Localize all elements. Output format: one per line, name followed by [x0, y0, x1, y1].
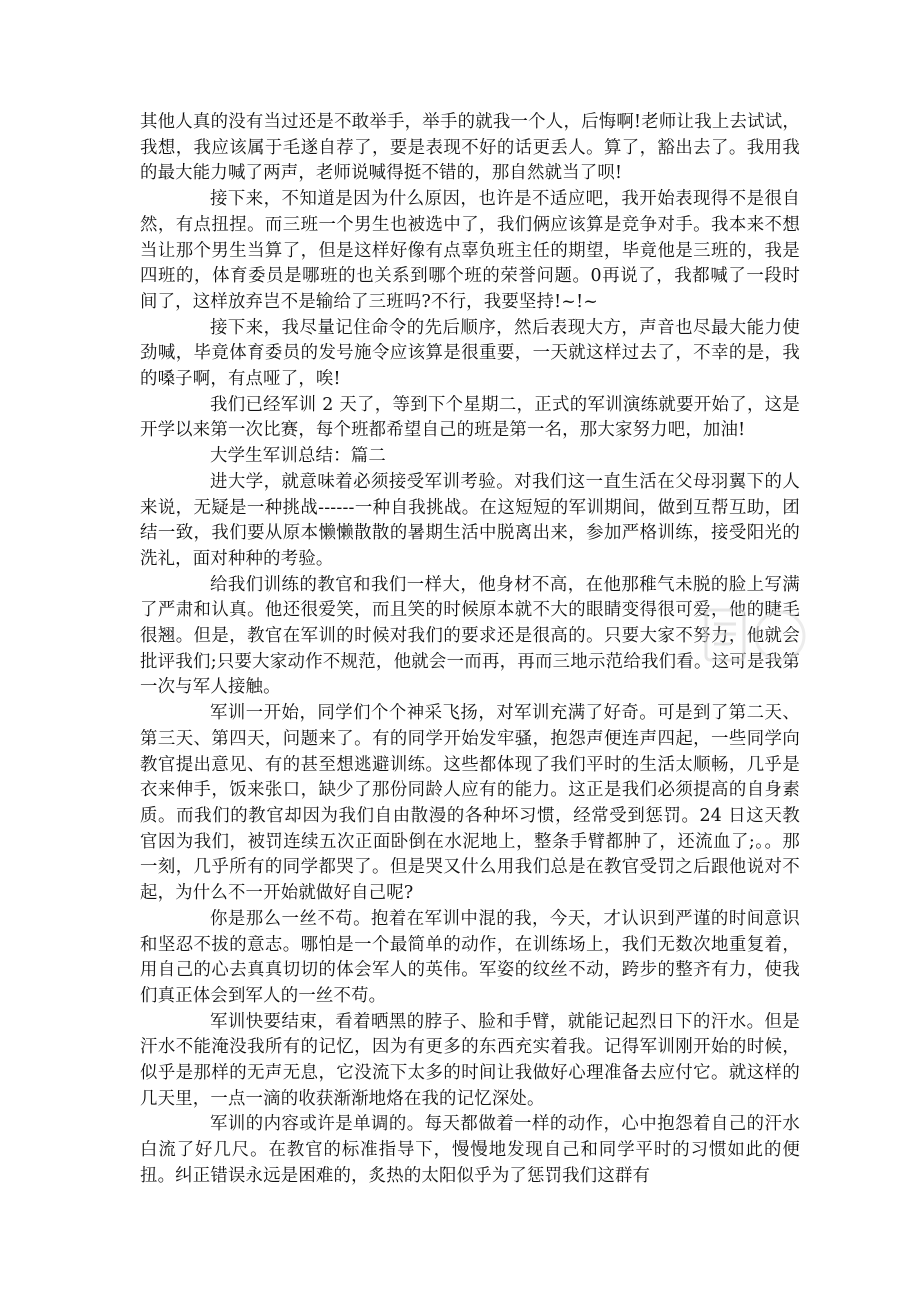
document-body: [140, 110, 800, 1190]
paragraph: 接下来，不知道是因为什么原因，也许是不适应吧，我开始表现得不是很自然，有点扭捏。而三班一个男生也被选中了，我们俩应该算是竞争对手。我本来不想当让那个男生当算了，但是这样好像有点辜负班主任的期望，毕竟他是三班的，我是四班的，体育委员是哪班的也关系到哪个班的荣誉问题。0再说了，我都喊了一段时间了，这样放弃岂不是输给了三班吗?不行，我要坚持!~!~: [140, 189, 800, 312]
paragraph: 军训快要结束，看着晒黑的脖子、脸和手臂，就能记起烈日下的汗水。但是汗水不能淹没我所有的记忆，因为有更多的东西充实着我。记得军训刚开始的时候，似乎是那样的无声无息，它没流下太多的时间让我做好心理准备去应付它。就这样的几天里，一点一滴的收获渐渐地烙在我的记忆深处。: [140, 1011, 800, 1109]
paragraph: 进大学，就意味着必须接受军训考验。对我们这一直生活在父母羽翼下的人来说，无疑是一种挑战------一种自我挑战。在这短短的军训期间，做到互帮互助，团结一致，我们要从原本懒懒散散的暑期生活中脱离出来，参加严格训练，接受阳光的洗礼，面对种种的考验。: [140, 471, 800, 569]
paragraph: 给我们训练的教官和我们一样大，他身材不高，在他那稚气未脱的脸上写满了严肃和认真。他还很爱笑，而且笑的时候原本就不大的眼睛变得很可爱，他的睫毛很翘。但是，教官在军训的时候对我们的要求还是很高的。只要大家不努力，他就会批评我们;只要大家动作不规范，他就会一而再，再而三地示范给我们看。这可是我第一次与军人接触。: [140, 574, 800, 698]
paragraph: 你是那么一丝不苟。抱着在军训中混的我，今天，才认识到严谨的时间意识和坚忍不拔的意志。哪怕是一个最简单的动作，在训练场上，我们无数次地重复着，用自己的心去真真切切的体会军人的英伟。军姿的纹丝不动，跨步的整齐有力，使我们真正体会到军人的一丝不苟。: [140, 908, 800, 1006]
paragraph: 军训的内容或许是单调的。每天都做着一样的动作，心中抱怨着自己的汗水白流了好几尺。在教官的标准指导下，慢慢地发现自己和同学平时的习惯如此的便扭。纠正错误永远是困难的，炙热的太阳似乎为了惩罚我们这群有: [140, 1114, 800, 1186]
paragraph: 其他人真的没有当过还是不敢举手，举手的就我一个人，后悔啊!老师让我上去试试，我想，我应该属于毛遂自荐了，要是表现不好的话更丢人。算了，豁出去了。我用我的最大能力喊了两声，老师说喊得挺不错的，那自然就当了呗!: [140, 112, 800, 184]
paragraph: 我们已经军训 2 天了，等到下个星期二，正式的军训演练就要开始了，这是开学以来第一次比赛，每个班都希望自己的班是第一名，那大家努力吧，加油!: [140, 394, 800, 441]
section-heading: 大学生军训总结：篇二: [210, 446, 386, 467]
paragraph: 接下来，我尽量记住命令的先后顺序，然后表现大方，声音也尽最大能力使劲喊，毕竟体育委员的发号施令应该算是很重要，一天就这样过去了，不幸的是，我的嗓子啊，有点哑了，唉!: [140, 317, 800, 390]
paragraph: 军训一开始，同学们个个神采飞扬，对军训充满了好奇。可是到了第二天、第三天、第四天，问题来了。有的同学开始发牢骚，抱怨声便连声四起，一些同学向教官提出意见、有的甚至想逃避训练。这些都体现了我们平时的生活太顺畅，几乎是衣来伸手，饭来张口，缺少了那份同龄人应有的能力。这正是我们必须提高的自身素质。而我们的教官却因为我们自由散漫的各种坏习惯，经常受到惩罚。24 日这天教官因为我们，被罚连续五次正面卧倒在水泥地上，整条手臂都肿了，还流血了;。。那一刻，几乎所有的同学都哭了。但是哭又什么用我们总是在教官受罚之后跟他说对不起，为什么不一开始就做好自己呢?: [140, 703, 800, 904]
